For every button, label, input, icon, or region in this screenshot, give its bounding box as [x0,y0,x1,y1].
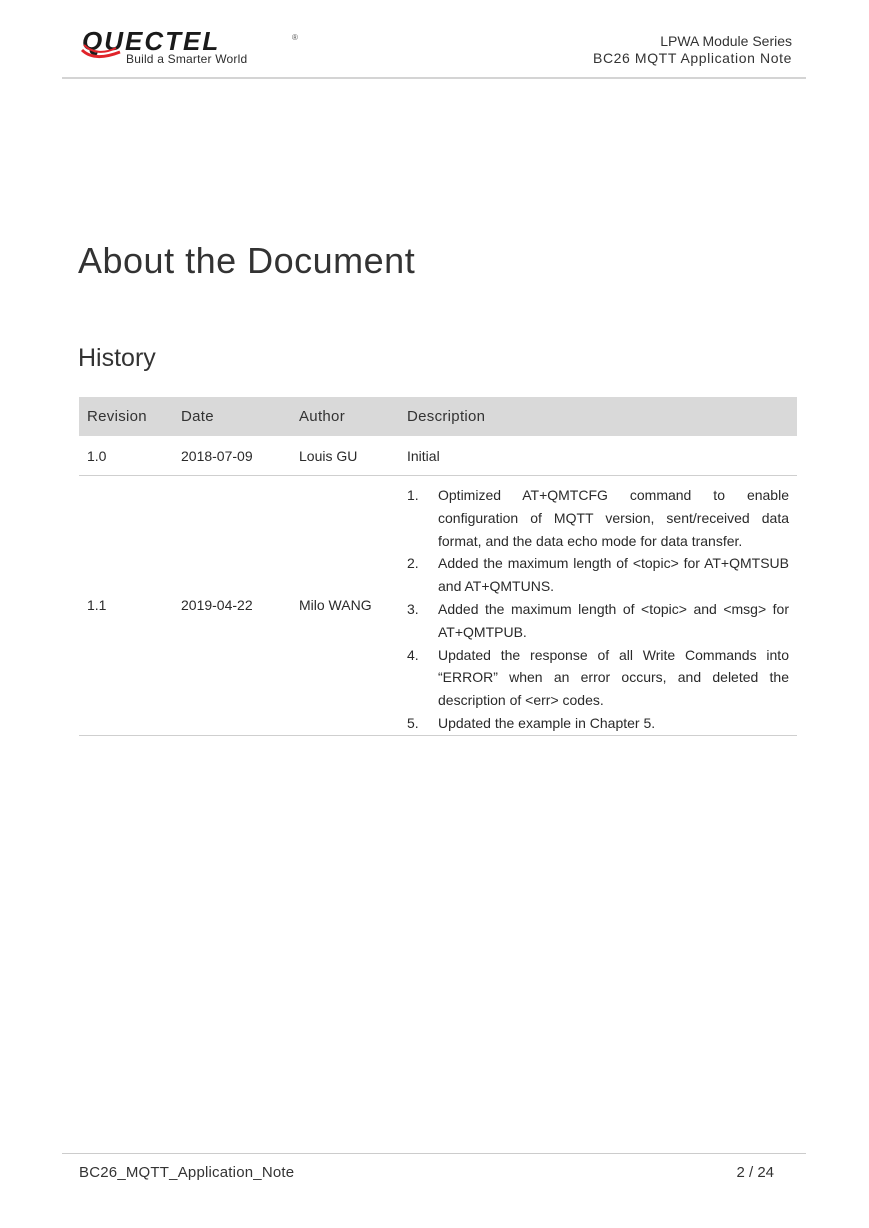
list-item-number: 4. [407,646,419,663]
list-item [407,712,789,735]
table-header-row [79,397,797,436]
revision-cell: 1.0 [79,436,173,476]
column-header-author: Author [291,397,399,436]
description-list [407,476,789,735]
description-cell [399,476,797,736]
column-header-date: Date [173,397,291,436]
list-item-number: 3. [407,600,419,617]
list-item-text: Optimized AT+QMTCFG command to enable configuration of MQTT version, sent/received data format, and the data echo mode for data transfer. [438,487,789,549]
description-cell: Initial [399,436,797,476]
header-divider [62,77,806,79]
registered-mark: ® [292,33,298,42]
list-item [407,552,789,598]
list-item [407,484,789,552]
list-item [407,644,789,712]
column-header-revision: Revision [79,397,173,436]
date-cell: 2019-04-22 [173,476,291,736]
column-header-description: Description [399,397,797,436]
list-item [407,598,789,644]
footer-divider [62,1153,806,1154]
list-item-text: Added the maximum length of <topic> for AT+QMTSUB and AT+QMTUNS. [438,555,789,595]
list-item-number: 1. [407,487,419,503]
quectel-logo [80,26,310,70]
section-title: History [78,344,156,372]
list-item-text: Updated the response of all Write Commands into “ERROR” when an error occurs, and deleted the description of <err> codes. [438,646,789,709]
list-item-text: Updated the example in Chapter 5. [438,714,656,731]
header-info [593,33,792,67]
list-item-number: 5. [407,714,419,731]
series-name: LPWA Module Series [660,33,792,49]
author-cell: Milo WANG [291,476,399,736]
date-cell: 2018-07-09 [173,436,291,476]
revision-cell: 1.1 [79,476,173,736]
logo-tagline: Build a Smarter World [126,52,248,66]
history-table [79,397,797,736]
document-title: BC26 MQTT Application Note [593,50,792,66]
page-title: About the Document [78,240,416,281]
list-item-number: 2. [407,555,419,572]
logo-brand-text: QUECTEL [82,26,221,56]
table-row [79,476,797,736]
author-cell: Louis GU [291,436,399,476]
footer-page-number: 2 / 24 [736,1164,774,1181]
table-row [79,436,797,476]
list-item-text: Added the maximum length of <topic> and <msg> for AT+QMTPUB. [438,600,789,640]
footer-document-name: BC26_MQTT_Application_Note [79,1164,295,1181]
